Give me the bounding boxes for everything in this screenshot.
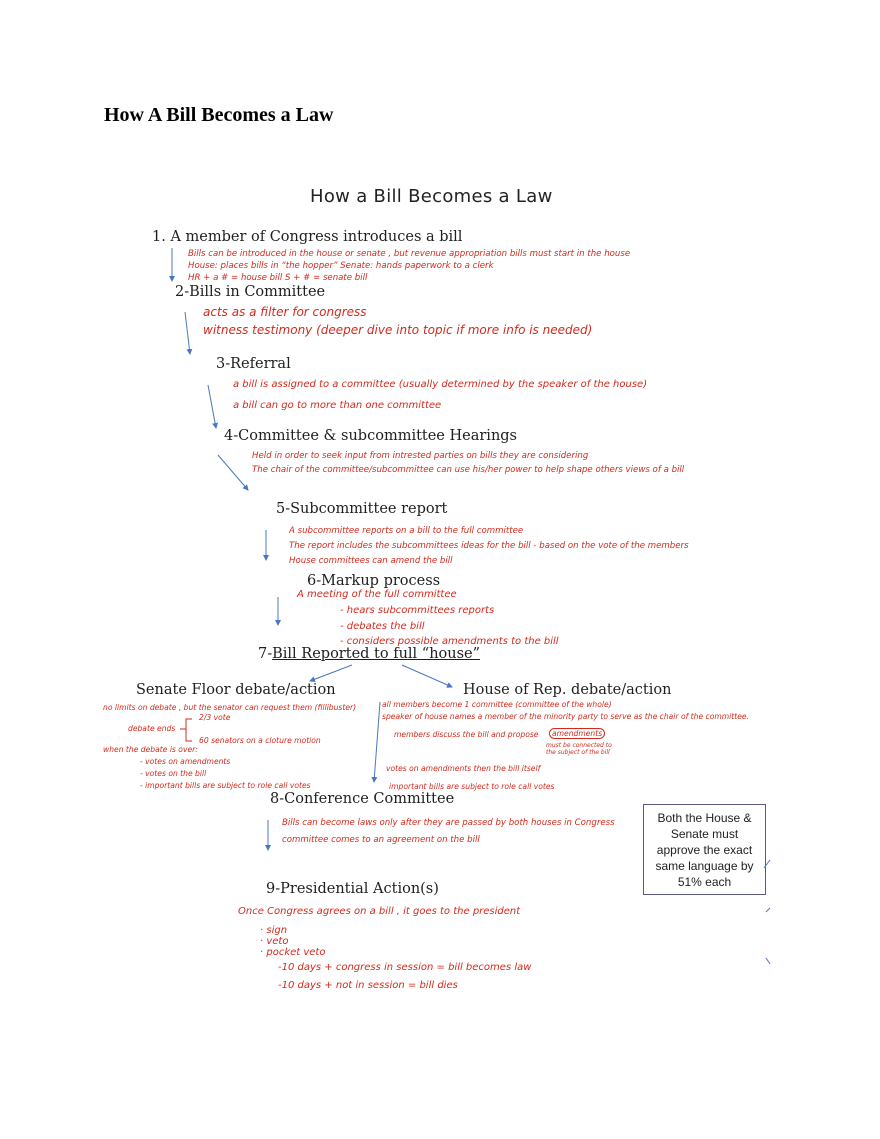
step-4-heading: 4-Committee & subcommittee Hearings <box>224 428 518 444</box>
note-1b: House: places bills in “the hopper” Senate: hands paperwork to a clerk <box>188 261 494 271</box>
note-9c: · veto <box>260 936 289 947</box>
arrow-house-8 <box>374 702 380 782</box>
callout-box: Both the House & Senate must approve the exact same language by 51% each <box>643 804 766 895</box>
arrow-2-3 <box>185 312 190 354</box>
senate-note-3: - votes on amendments <box>140 757 231 766</box>
note-5b: The report includes the subcommittees ideas for the bill - based on the vote of the members <box>289 541 689 551</box>
step-6-heading: 6-Markup process <box>307 573 441 589</box>
step-5-heading: 5-Subcommittee report <box>276 501 448 517</box>
debate-ends-bracket <box>180 719 192 741</box>
senate-note-1: no limits on debate , but the senator can request them (fillibuster) <box>103 703 357 712</box>
note-3b: a bill can go to more than one committee <box>233 400 442 411</box>
house-note-3c: must be connected to the subject of the bill <box>546 742 612 756</box>
house-note-5: important bills are subject to role call votes <box>389 782 555 791</box>
note-5a: A subcommittee reports on a bill to the full committee <box>289 526 524 536</box>
house-note-2: speaker of house names a member of the minority party to serve as the chair of the committee. <box>382 712 749 721</box>
note-1c: HR + a # = house bill S + # = senate bill <box>188 273 368 283</box>
note-9e: -10 days + congress in session = bill becomes law <box>278 962 532 973</box>
house-note-3a: members discuss the bill and propose <box>394 730 539 739</box>
document-title: How A Bill Becomes a Law <box>104 104 334 126</box>
step-3-heading: 3-Referral <box>216 356 291 372</box>
note-6c: - debates the bill <box>340 621 425 632</box>
senate-note-4: - votes on the bill <box>140 769 207 778</box>
senate-two-thirds: 2/3 vote <box>199 713 231 722</box>
senate-debate-ends: debate ends <box>128 724 176 733</box>
note-1a: Bills can be introduced in the house or senate , but revenue appropriation bills must start in the house <box>188 249 631 259</box>
arrow-7-senate <box>310 665 352 681</box>
step-8-heading: 8-Conference Committee <box>270 791 455 807</box>
note-2a: acts as a filter for congress <box>203 305 367 319</box>
step-7-heading <box>258 646 480 662</box>
note-9d: · pocket veto <box>260 947 326 958</box>
arrow-7-house <box>402 665 452 687</box>
house-note-3b: amendments <box>549 728 605 739</box>
note-8a: Bills can become laws only after they are passed by both houses in Congress <box>282 818 615 828</box>
note-9b: · sign <box>260 925 288 936</box>
house-note-4: votes on amendments then the bill itself <box>386 764 541 773</box>
senate-note-5: - important bills are subject to role call votes <box>140 781 311 790</box>
note-8b: committee comes to an agreement on the bill <box>282 835 480 845</box>
note-6a: A meeting of the full committee <box>297 589 457 600</box>
senate-sixty: 60 senators on a cloture motion <box>199 736 321 745</box>
step-7-text: Bill Reported to full “house” <box>272 646 481 662</box>
senate-note-2: when the debate is over: <box>103 745 198 754</box>
step-9-heading: 9-Presidential Action(s) <box>266 881 439 897</box>
figure-title: How a Bill Becomes a Law <box>310 186 553 207</box>
step-1-heading: 1. A member of Congress introduces a bill <box>152 229 463 245</box>
note-9f: -10 days + not in session = bill dies <box>278 980 458 991</box>
note-4b: The chair of the committee/subcommittee can use his/her power to help shape others views of a bill <box>252 465 685 475</box>
note-4a: Held in order to seek input from intrested parties on bills they are considering <box>252 451 589 461</box>
step-7-number: 7- <box>258 646 273 662</box>
note-5c: House committees can amend the bill <box>289 556 453 566</box>
note-3a: a bill is assigned to a committee (usually determined by the speaker of the house) <box>233 379 648 390</box>
house-note-1: all members become 1 committee (committee of the whole) <box>382 700 612 709</box>
arrow-3-4 <box>208 385 216 428</box>
step-2-heading: 2-Bills in Committee <box>175 284 326 300</box>
note-9a: Once Congress agrees on a bill , it goes to the president <box>238 906 521 917</box>
senate-heading: Senate Floor debate/action <box>136 682 336 698</box>
note-6b: - hears subcommittees reports <box>340 605 495 616</box>
arrow-4-5 <box>218 455 248 490</box>
note-2b: witness testimony (deeper dive into topic if more info is needed) <box>203 323 593 337</box>
house-heading: House of Rep. debate/action <box>463 682 672 698</box>
note-6d: - considers possible amendments to the bill <box>340 636 559 647</box>
